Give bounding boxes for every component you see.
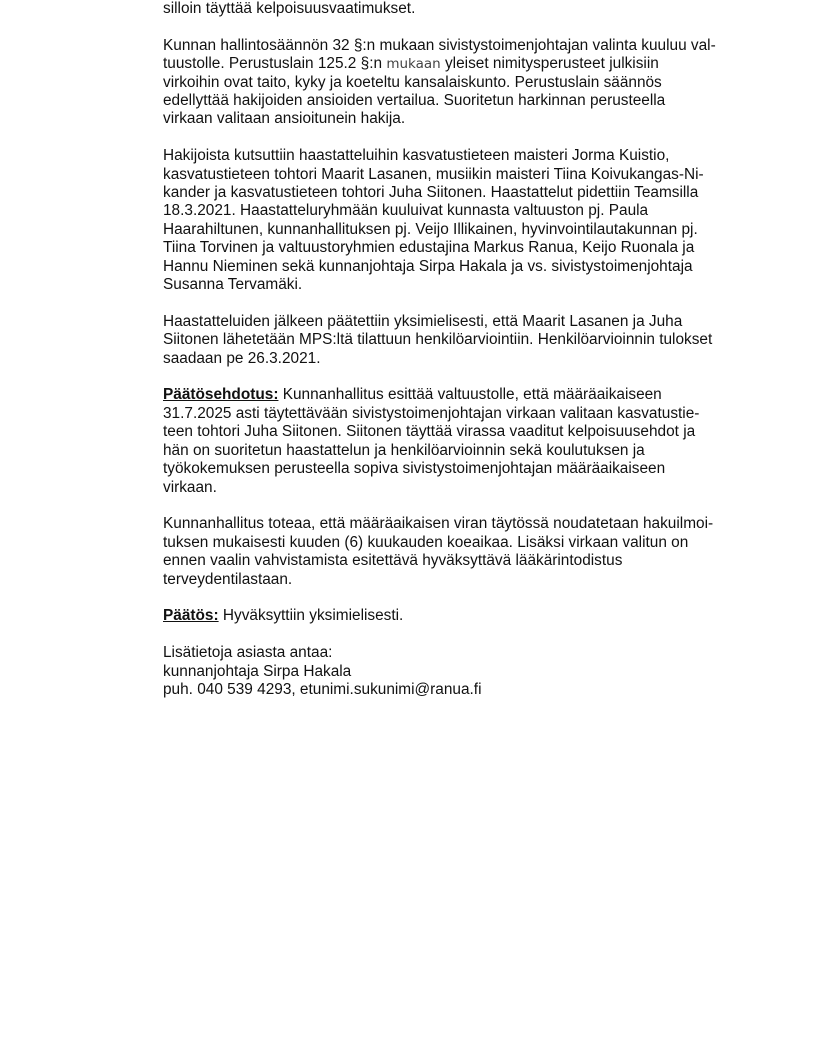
text-segment: yleiset nimitysperusteet julkisiin xyxy=(444,55,659,73)
text-line xyxy=(163,607,763,625)
text-line: virkoihin ovat taito, kyky ja koeteltu kansalaiskunto. Perustuslain säännös xyxy=(163,73,662,91)
text-line: Hannu Nieminen sekä kunnanjohtaja Sirpa Hakala ja vs. sivistystoimenjohtaja xyxy=(163,257,693,275)
text-line: Kunnan hallintosäännön 32 §:n mukaan sivistystoimenjohtajan valinta kuuluu val- xyxy=(163,36,716,54)
text-line: Haastatteluiden jälkeen päätettiin yksimielisesti, että Maarit Lasanen ja Juha xyxy=(163,312,683,330)
paragraph-qualifications xyxy=(163,0,763,18)
paragraph-assessment xyxy=(163,313,763,368)
text-line: terveydentilastaan. xyxy=(163,570,293,588)
text-line: Tiina Torvinen ja valtuustoryhmien edustajina Markus Ranua, Keijo Ruonala ja xyxy=(163,239,695,257)
paragraph-probation xyxy=(163,515,763,589)
text-line: kander ja kasvatustieteen tohtori Juha Siitonen. Haastattelut pidettiin Teamsilla xyxy=(163,184,699,202)
paragraph-interviews xyxy=(163,147,763,294)
paragraph-legal-basis xyxy=(163,37,763,129)
text-line: silloin täyttää kelpoisuusvaatimukset. xyxy=(163,0,416,17)
text-line: hän on suoritetun haastattelun ja henkilöarvioinnin sekä koulutuksen ja xyxy=(163,441,645,459)
paragraph-contact xyxy=(163,644,763,699)
text-line: Siitonen lähetetään MPS:ltä tilattuun henkilöarviointiin. Henkilöarvioinnin tulokset xyxy=(163,331,713,349)
text-line: tuksen mukaisesti kuuden (6) kuukauden koeaikaa. Lisäksi virkaan valitun on xyxy=(163,533,689,551)
paragraph-decision xyxy=(163,607,763,625)
document-page xyxy=(163,0,763,718)
text-line xyxy=(163,55,763,73)
text-line: kasvatustieteen tohtori Maarit Lasanen, musiikin maisteri Tiina Koivukangas-Ni- xyxy=(163,165,704,183)
paragraph-proposal xyxy=(163,386,763,496)
text-line: työkokemuksen perusteella sopiva sivistystoimenjohtajan määräaikaiseen xyxy=(163,460,666,478)
text-segment: Hyväksyttiin yksimielisesti. xyxy=(218,607,404,625)
text-line: Hakijoista kutsuttiin haastatteluihin kasvatustieteen maisteri Jorma Kuistio, xyxy=(163,147,670,165)
text-line: ennen vaalin vahvistamista esitettävä hyväksyttävä lääkärintodistus xyxy=(163,552,623,570)
text-line: Susanna Tervamäki. xyxy=(163,276,303,294)
text-line: Lisätietoja asiasta antaa: xyxy=(163,644,333,662)
text-line: Haarahiltunen, kunnanhallituksen pj. Veijo Illikainen, hyvinvointilautakunnan pj. xyxy=(163,220,698,238)
text-line: kunnanjohtaja Sirpa Hakala xyxy=(163,662,352,680)
text-segment: Kunnanhallitus esittää valtuustolle, että määräaikaiseen xyxy=(278,386,662,404)
text-line: 31.7.2025 asti täytettävään sivistystoimenjohtajan virkaan valitaan kasvatustie- xyxy=(163,404,700,422)
text-line: virkaan. xyxy=(163,478,217,496)
text-segment: mukaan xyxy=(386,56,441,73)
text-line: Kunnanhallitus toteaa, että määräaikaisen viran täytössä noudatetaan hakuilmoi- xyxy=(163,515,714,533)
text-line: saadaan pe 26.3.2021. xyxy=(163,349,321,367)
text-line: 18.3.2021. Haastatteluryhmään kuuluivat kunnasta valtuuston pj. Paula xyxy=(163,202,649,220)
text-line: virkaan valitaan ansioitunein hakija. xyxy=(163,110,406,128)
text-line: edellyttää hakijoiden ansioiden vertailua. Suoritetun harkinnan perusteella xyxy=(163,92,666,110)
text-line xyxy=(163,386,763,404)
decision-label: Päätös: xyxy=(163,607,219,625)
proposal-label: Päätösehdotus: xyxy=(163,386,279,404)
text-line: teen tohtori Juha Siitonen. Siitonen täyttää virassa vaaditut kelpoisuusehdot ja xyxy=(163,423,696,441)
contact-info: puh. 040 539 4293, etunimi.sukunimi@ranua.fi xyxy=(163,680,482,698)
text-segment: tuustolle. Perustuslain 125.2 §:n xyxy=(163,55,383,73)
